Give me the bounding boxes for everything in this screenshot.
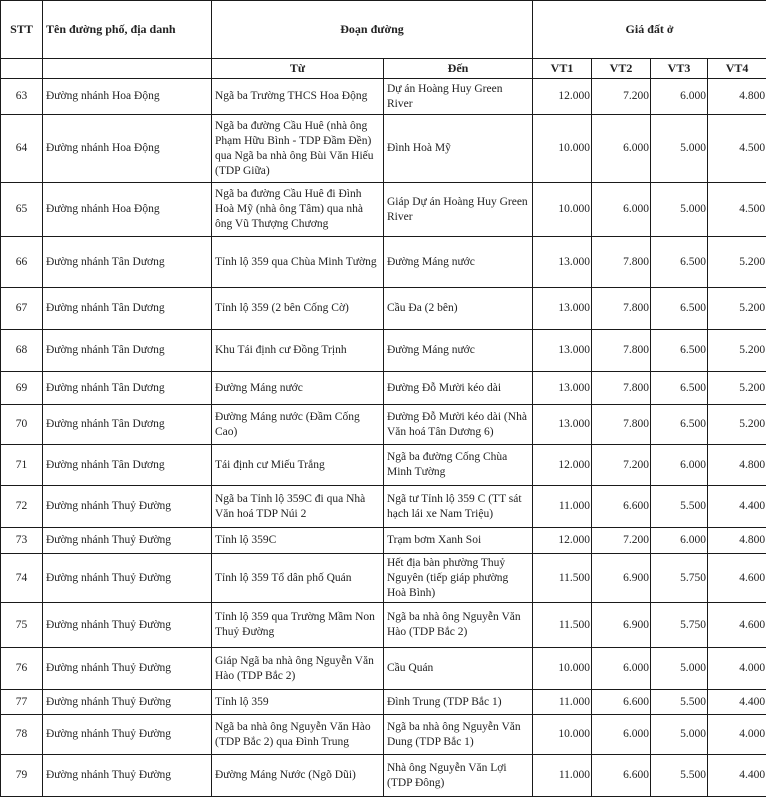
cell-vt4: 4.800	[708, 445, 766, 486]
cell-from: Ngã ba đường Cầu Huê đi Đình Hoà Mỹ (nhà ông Tâm) qua nhà ông Vũ Thượng Chương	[212, 183, 384, 237]
cell-street-name: Đường nhánh Hoa Động	[43, 115, 212, 183]
cell-to: Ngã ba đường Cống Chùa Minh Tường	[384, 445, 533, 486]
table-row	[1, 445, 766, 486]
cell-street-name: Đường nhánh Tân Dương	[43, 288, 212, 330]
cell-vt4: 4.000	[708, 715, 766, 755]
cell-street-name: Đường nhánh Thuỷ Đường	[43, 715, 212, 755]
cell-stt: 76	[1, 648, 43, 690]
cell-vt1: 10.000	[533, 115, 592, 183]
cell-to: Trạm bơm Xanh Soi	[384, 528, 533, 554]
cell-vt4: 4.500	[708, 183, 766, 237]
table-body	[1, 79, 766, 797]
cell-vt3: 6.000	[651, 528, 708, 554]
header-vt1: VT1	[533, 59, 592, 79]
cell-street-name: Đường nhánh Tân Dương	[43, 405, 212, 445]
cell-to: Đình Hoà Mỹ	[384, 115, 533, 183]
header-stt: STT	[1, 1, 43, 59]
cell-vt2: 6.600	[592, 755, 651, 797]
cell-street-name: Đường nhánh Tân Dương	[43, 237, 212, 288]
table-row	[1, 528, 766, 554]
cell-from: Tỉnh lộ 359 Tổ dân phố Quán	[212, 554, 384, 603]
cell-vt2: 7.200	[592, 79, 651, 115]
cell-vt2: 6.600	[592, 486, 651, 528]
table-row	[1, 288, 766, 330]
cell-vt3: 6.500	[651, 330, 708, 372]
cell-vt4: 5.200	[708, 237, 766, 288]
cell-vt3: 6.500	[651, 288, 708, 330]
cell-from: Tỉnh lộ 359 qua Chùa Minh Tường	[212, 237, 384, 288]
table-row	[1, 648, 766, 690]
cell-from: Đường Máng nước (Đầm Cống Cao)	[212, 405, 384, 445]
cell-to: Cầu Đa (2 bên)	[384, 288, 533, 330]
header-vt3: VT3	[651, 59, 708, 79]
cell-to: Đình Trung (TDP Bắc 1)	[384, 690, 533, 715]
cell-vt4: 4.500	[708, 115, 766, 183]
cell-from: Tỉnh lộ 359	[212, 690, 384, 715]
cell-street-name: Đường nhánh Thuỷ Đường	[43, 603, 212, 648]
cell-vt2: 6.000	[592, 715, 651, 755]
cell-to: Đường Máng nước	[384, 330, 533, 372]
cell-vt4: 4.000	[708, 648, 766, 690]
cell-vt3: 5.000	[651, 115, 708, 183]
cell-vt2: 6.000	[592, 648, 651, 690]
cell-vt2: 7.800	[592, 288, 651, 330]
cell-vt2: 6.600	[592, 690, 651, 715]
cell-from: Khu Tái định cư Đồng Trịnh	[212, 330, 384, 372]
cell-from: Giáp Ngã ba nhà ông Nguyễn Văn Hào (TDP Bắc 2)	[212, 648, 384, 690]
cell-vt4: 4.400	[708, 755, 766, 797]
cell-vt4: 5.200	[708, 330, 766, 372]
cell-to: Đường Đỗ Mười kéo dài (Nhà Văn hoá Tân Dương 6)	[384, 405, 533, 445]
cell-vt4: 5.200	[708, 288, 766, 330]
cell-to: Dự án Hoàng Huy Green River	[384, 79, 533, 115]
cell-vt4: 5.200	[708, 372, 766, 405]
table-header	[1, 1, 766, 79]
cell-from: Tỉnh lộ 359 (2 bên Cống Cờ)	[212, 288, 384, 330]
cell-vt4: 4.400	[708, 690, 766, 715]
cell-from: Tỉnh lộ 359 qua Trường Mầm Non Thuỷ Đường	[212, 603, 384, 648]
cell-street-name: Đường nhánh Tân Dương	[43, 372, 212, 405]
cell-stt: 78	[1, 715, 43, 755]
cell-vt1: 11.500	[533, 603, 592, 648]
cell-stt: 73	[1, 528, 43, 554]
cell-stt: 67	[1, 288, 43, 330]
cell-to: Đường Đỗ Mười kéo dài	[384, 372, 533, 405]
cell-to: Ngã ba nhà ông Nguyễn Văn Dung (TDP Bắc 1)	[384, 715, 533, 755]
cell-to: Giáp Dự án Hoàng Huy Green River	[384, 183, 533, 237]
cell-to: Cầu Quán	[384, 648, 533, 690]
cell-street-name: Đường nhánh Tân Dương	[43, 445, 212, 486]
cell-street-name: Đường nhánh Thuỷ Đường	[43, 528, 212, 554]
cell-vt4: 4.600	[708, 603, 766, 648]
cell-to: Hết địa bàn phường Thuỷ Nguyên (tiếp giáp phường Hoà Bình)	[384, 554, 533, 603]
cell-vt2: 7.800	[592, 330, 651, 372]
cell-vt4: 4.800	[708, 528, 766, 554]
header-to: Đến	[384, 59, 533, 79]
cell-from: Ngã ba đường Cầu Huê (nhà ông Phạm Hữu Bình - TDP Đầm Đền) qua Ngã ba nhà ông Bùi Văn Hiếu (TDP Giữa)	[212, 115, 384, 183]
cell-vt3: 6.500	[651, 405, 708, 445]
cell-vt1: 11.500	[533, 554, 592, 603]
cell-street-name: Đường nhánh Hoa Động	[43, 183, 212, 237]
cell-vt1: 11.000	[533, 755, 592, 797]
cell-street-name: Đường nhánh Thuỷ Đường	[43, 690, 212, 715]
cell-stt: 72	[1, 486, 43, 528]
cell-street-name: Đường nhánh Thuỷ Đường	[43, 755, 212, 797]
cell-from: Đường Máng Nước (Ngõ Dũi)	[212, 755, 384, 797]
cell-vt1: 10.000	[533, 183, 592, 237]
cell-from: Ngã ba Trường THCS Hoa Động	[212, 79, 384, 115]
cell-stt: 63	[1, 79, 43, 115]
cell-vt1: 10.000	[533, 648, 592, 690]
cell-vt1: 11.000	[533, 690, 592, 715]
header-from: Từ	[212, 59, 384, 79]
cell-to: Nhà ông Nguyễn Văn Lợi (TDP Đông)	[384, 755, 533, 797]
cell-stt: 65	[1, 183, 43, 237]
cell-stt: 79	[1, 755, 43, 797]
cell-stt: 69	[1, 372, 43, 405]
cell-vt2: 6.900	[592, 554, 651, 603]
cell-stt: 74	[1, 554, 43, 603]
cell-vt3: 6.500	[651, 237, 708, 288]
cell-vt3: 6.500	[651, 372, 708, 405]
table-row	[1, 486, 766, 528]
cell-vt1: 13.000	[533, 372, 592, 405]
cell-vt1: 13.000	[533, 405, 592, 445]
header-street-name-empty	[43, 59, 212, 79]
cell-to: Ngã tư Tỉnh lộ 359 C (TT sát hạch lái xe Nam Triệu)	[384, 486, 533, 528]
header-street-name: Tên đường phố, địa danh	[43, 1, 212, 59]
cell-stt: 75	[1, 603, 43, 648]
table-row	[1, 115, 766, 183]
cell-vt1: 12.000	[533, 445, 592, 486]
table-row	[1, 554, 766, 603]
cell-vt1: 12.000	[533, 79, 592, 115]
cell-from: Đường Máng nước	[212, 372, 384, 405]
cell-vt4: 5.200	[708, 405, 766, 445]
cell-from: Ngã ba nhà ông Nguyễn Văn Hào (TDP Bắc 2) qua Đình Trung	[212, 715, 384, 755]
header-segment: Đoạn đường	[212, 1, 533, 59]
cell-from: Ngã ba Tỉnh lộ 359C đi qua Nhà Văn hoá TDP Núi 2	[212, 486, 384, 528]
cell-stt: 68	[1, 330, 43, 372]
cell-stt: 77	[1, 690, 43, 715]
cell-vt1: 13.000	[533, 288, 592, 330]
table-row	[1, 79, 766, 115]
cell-street-name: Đường nhánh Hoa Động	[43, 79, 212, 115]
table-row	[1, 405, 766, 445]
cell-vt2: 7.800	[592, 405, 651, 445]
cell-vt3: 5.000	[651, 715, 708, 755]
table-row	[1, 372, 766, 405]
cell-vt2: 7.800	[592, 237, 651, 288]
cell-to: Ngã ba nhà ông Nguyễn Văn Hào (TDP Bắc 2)	[384, 603, 533, 648]
header-vt2: VT2	[592, 59, 651, 79]
table-row	[1, 715, 766, 755]
cell-vt4: 4.600	[708, 554, 766, 603]
cell-vt2: 6.900	[592, 603, 651, 648]
cell-from: Tỉnh lộ 359C	[212, 528, 384, 554]
cell-from: Tái định cư Miếu Trắng	[212, 445, 384, 486]
cell-vt2: 7.800	[592, 372, 651, 405]
header-land-price: Giá đất ở	[533, 1, 766, 59]
cell-vt3: 5.000	[651, 183, 708, 237]
header-row-sub	[1, 59, 766, 79]
table-row	[1, 690, 766, 715]
cell-vt1: 10.000	[533, 715, 592, 755]
cell-stt: 71	[1, 445, 43, 486]
cell-vt2: 6.000	[592, 115, 651, 183]
cell-vt2: 7.200	[592, 445, 651, 486]
header-stt-empty	[1, 59, 43, 79]
table-row	[1, 330, 766, 372]
table-row	[1, 755, 766, 797]
table-row	[1, 237, 766, 288]
cell-stt: 64	[1, 115, 43, 183]
cell-vt3: 6.000	[651, 445, 708, 486]
cell-vt3: 5.500	[651, 690, 708, 715]
table-row	[1, 183, 766, 237]
cell-street-name: Đường nhánh Thuỷ Đường	[43, 554, 212, 603]
cell-vt2: 7.200	[592, 528, 651, 554]
cell-street-name: Đường nhánh Tân Dương	[43, 330, 212, 372]
cell-vt1: 13.000	[533, 330, 592, 372]
cell-vt3: 5.750	[651, 554, 708, 603]
cell-street-name: Đường nhánh Thuỷ Đường	[43, 648, 212, 690]
cell-vt4: 4.800	[708, 79, 766, 115]
cell-stt: 70	[1, 405, 43, 445]
cell-vt3: 5.500	[651, 755, 708, 797]
cell-vt3: 5.750	[651, 603, 708, 648]
cell-stt: 66	[1, 237, 43, 288]
cell-vt2: 6.000	[592, 183, 651, 237]
cell-vt1: 12.000	[533, 528, 592, 554]
cell-to: Đường Máng nước	[384, 237, 533, 288]
cell-vt3: 5.500	[651, 486, 708, 528]
table-row	[1, 603, 766, 648]
cell-vt1: 13.000	[533, 237, 592, 288]
header-row-main	[1, 1, 766, 59]
cell-vt3: 5.000	[651, 648, 708, 690]
cell-vt4: 4.400	[708, 486, 766, 528]
cell-vt1: 11.000	[533, 486, 592, 528]
header-vt4: VT4	[708, 59, 766, 79]
cell-vt3: 6.000	[651, 79, 708, 115]
cell-street-name: Đường nhánh Thuỷ Đường	[43, 486, 212, 528]
